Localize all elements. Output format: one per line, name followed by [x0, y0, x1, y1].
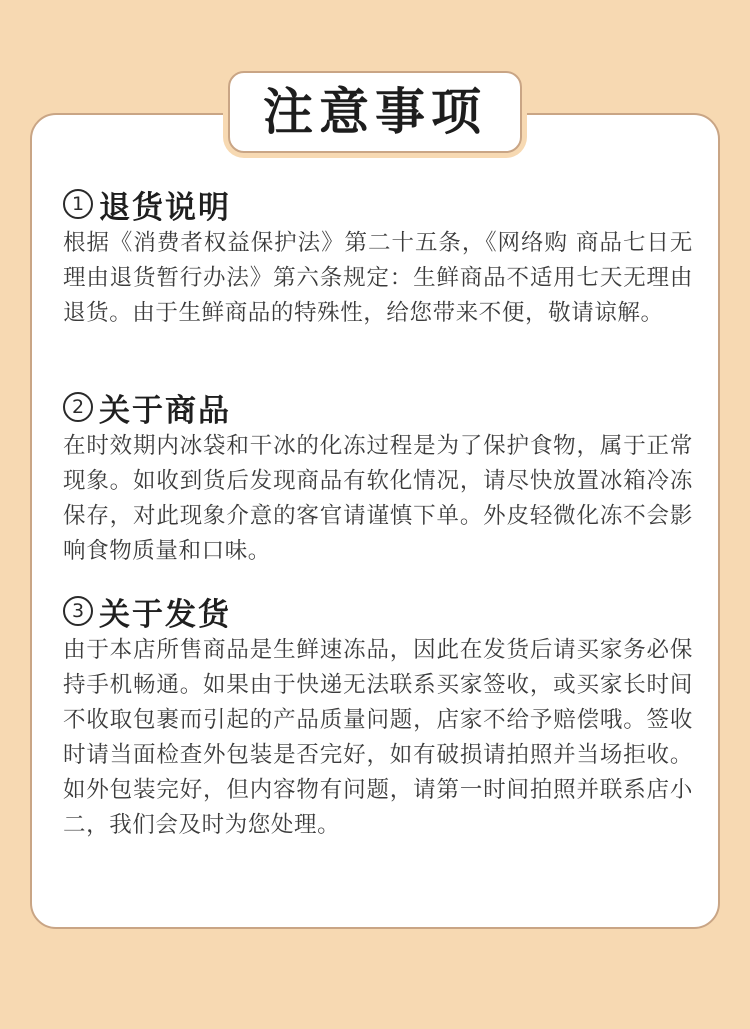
circled-number-badge: 3 — [63, 596, 93, 626]
section-return-policy — [63, 184, 693, 331]
section-about-product — [63, 387, 693, 569]
section-heading: 退货说明 — [99, 189, 231, 226]
circled-number-badge: 2 — [63, 392, 93, 422]
section-body: 根据《消费者权益保护法》第二十五条，《网络购 商品七日无理由退货暂行办法》第六条规定：生鲜商品不适用七天无理由退货。由于生鲜商品的特殊性，给您带来不便，敬请谅解。 — [63, 230, 693, 326]
page-title: 注意事项 — [263, 82, 487, 141]
section-header — [63, 387, 693, 427]
section-body: 由于本店所售商品是生鲜速冻品，因此在发货后请买家务必保持手机畅通。如果由于快递无法联系买家签收，或买家长时间不收取包裹而引起的产品质量问题，店家不给予赔偿哦。签收时请当面检查外包装是否完好，如有破损请拍照并当场拒收。如外包装完好，但内容物有问题，请第一时间拍照并联系店小二，我们会及时为您处理。 — [63, 637, 693, 838]
circled-number-badge: 1 — [63, 189, 93, 219]
section-about-shipping — [63, 591, 693, 843]
section-heading: 关于发货 — [99, 596, 231, 633]
section-body: 在时效期内冰袋和干冰的化冻过程是为了保护食物，属于正常现象。如收到货后发现商品有软化情况，请尽快放置冰箱冷冻保存，对此现象介意的客官请谨慎下单。外皮轻微化冻不会影响食物质量和口味。 — [63, 433, 693, 564]
title-tab — [228, 71, 522, 153]
section-header — [63, 184, 693, 224]
section-header — [63, 591, 693, 631]
section-heading: 关于商品 — [99, 392, 231, 429]
